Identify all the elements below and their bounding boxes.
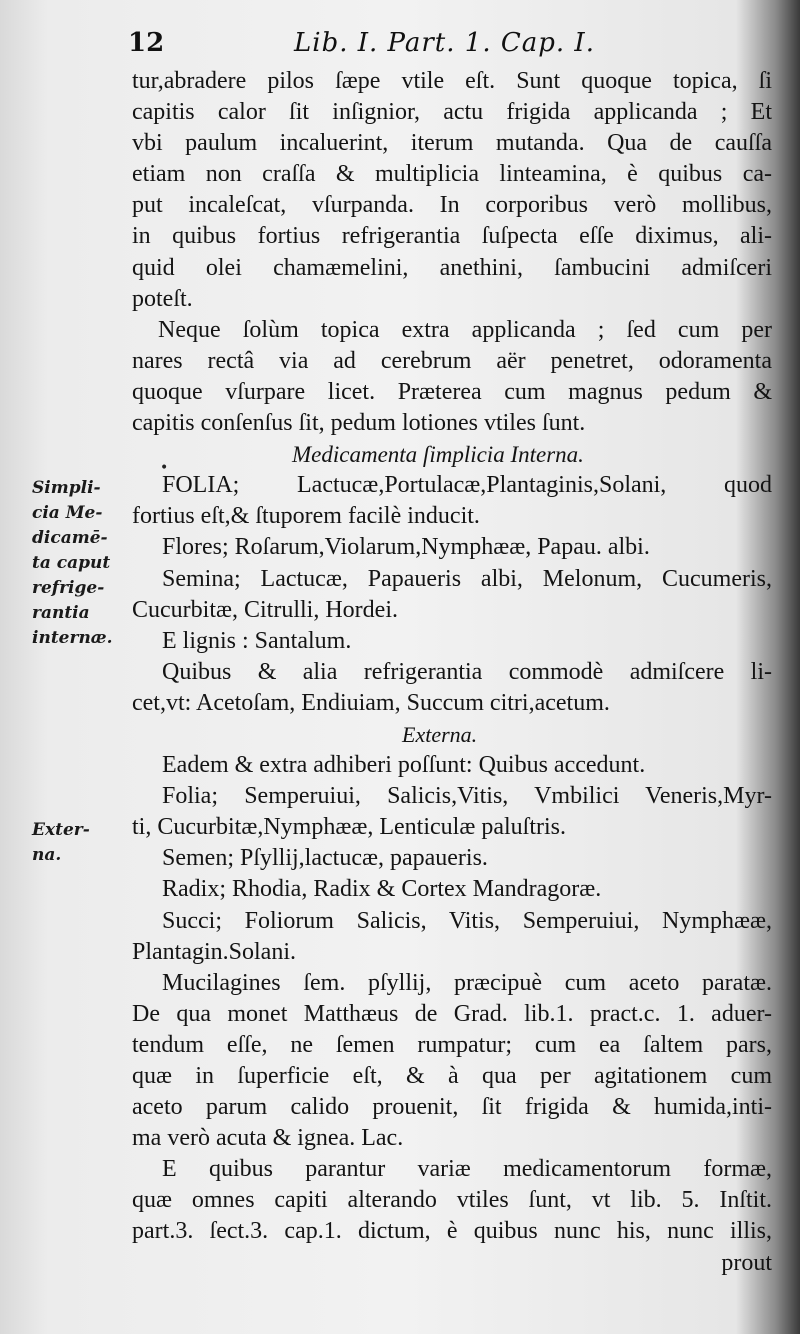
- bullet-mark: •: [160, 460, 169, 476]
- page-number: 12: [128, 28, 165, 58]
- margin-line: internæ.: [32, 628, 113, 648]
- text-line: fortius eſt,& ſtuporem facilè inducit.: [132, 503, 480, 530]
- text-line: aceto parum calido prouenit, ſit frigida & humida,inti-: [132, 1094, 772, 1121]
- text-line: Folia; Semperuiui, Salicis,Vitis, Vmbilici Veneris,Myr-: [162, 783, 772, 810]
- body-text: [132, 66, 772, 1279]
- margin-note-externa: [32, 818, 90, 868]
- margin-note-simplicia: [32, 476, 113, 651]
- running-head: [128, 28, 648, 64]
- text-line: cet,vt: Acetoſam, Endiuiam, Succum citri,acetum.: [132, 689, 610, 716]
- text-line: FOLIA; Lactucæ,Portulacæ,Plantaginis,Solani, quod: [162, 472, 772, 499]
- text-line: Succi; Foliorum Salicis, Vitis, Semperuiui, Nymphææ,: [162, 907, 772, 934]
- text-line: Neque ſolùm topica extra applicanda ; ſed cum per: [158, 316, 772, 343]
- text-line: Cucurbitæ, Citrulli, Hordei.: [132, 596, 398, 623]
- text-line: Eadem & extra adhiberi poſſunt: Quibus accedunt.: [162, 752, 646, 779]
- margin-line: cia Me-: [32, 503, 103, 523]
- text-line: quæ omnes capiti alterando vtiles ſunt, vt lib. 5. Inſtit.: [132, 1187, 772, 1214]
- text-line: poteſt.: [132, 285, 193, 312]
- text-line: Plantagin.Solani.: [132, 938, 296, 965]
- margin-line: ta caput: [32, 553, 111, 573]
- margin-line: Simpli-: [32, 478, 101, 498]
- margin-line: refrige-: [32, 578, 105, 598]
- text-line: tur,abradere pilos ſæpe vtile eſt. Sunt quoque topica, ſi: [132, 68, 772, 94]
- text-line: part.3. ſect.3. cap.1. dictum, è quibus nunc his, nunc illis,: [132, 1218, 772, 1245]
- section-heading-externa: Externa.: [402, 721, 478, 747]
- text-line: Flores; Roſarum,Violarum,Nymphææ, Papau. albi.: [162, 534, 650, 561]
- text-line: quoque vſurpare licet. Præterea cum magnus pedum &: [132, 378, 772, 405]
- section-heading-interna: Medicamenta ſimplicia Interna.: [292, 442, 584, 468]
- text-line: ma verò acuta & ignea. Lac.: [132, 1125, 404, 1152]
- margin-line: Exter-: [32, 820, 90, 840]
- text-line: tendum eſſe, ne ſemen rumpatur; cum ea ſaltem pars,: [132, 1031, 772, 1058]
- text-line: Mucilagines ſem. pſyllij, præcipuè cum aceto paratæ.: [162, 969, 772, 996]
- text-line: nares rectâ via ad cerebrum aër penetret, odoramenta: [132, 347, 772, 374]
- text-line: ti, Cucurbitæ,Nymphææ, Lenticulæ paluſtris.: [132, 814, 566, 841]
- text-line: Semina; Lactucæ, Papaueris albi, Melonum, Cucumeris,: [162, 565, 772, 592]
- text-line: Quibus & alia refrigerantia commodè admiſcere li-: [162, 658, 772, 685]
- text-line: De qua monet Matthæus de Grad. lib.1. pract.c. 1. aduer-: [132, 1000, 772, 1027]
- text-line: E lignis : Santalum.: [162, 627, 352, 654]
- catchword: prout: [721, 1249, 772, 1276]
- margin-line: na.: [32, 845, 62, 865]
- margin-line: dicamē-: [32, 528, 108, 548]
- text-line: E quibus parantur variæ medicamentorum formæ,: [162, 1156, 772, 1183]
- margin-line: rantia: [32, 603, 90, 623]
- text-line: vbi paulum incaluerint, iterum mutanda. Qua de cauſſa: [132, 130, 772, 157]
- text-line: quid olei chamæmelini, anethini, ſambucini admiſceri: [132, 254, 772, 281]
- text-line: capitis conſenſus ſit, pedum lotiones vtiles ſunt.: [132, 410, 586, 437]
- text-line: quæ in ſuperficie eſt, & à qua per agitationem cum: [132, 1063, 772, 1089]
- running-title: Lib. I. Part. 1. Cap. I.: [294, 28, 595, 58]
- text-line: capitis calor ſit inſignior, actu frigida applicanda ; Et: [132, 99, 772, 126]
- text-line: put incaleſcat, vſurpanda. In corporibus verò mollibus,: [132, 192, 772, 219]
- text-line: Semen; Pſyllij,lactucæ, papaueris.: [162, 845, 488, 872]
- text-line: in quibus fortius refrigerantia ſuſpecta eſſe diximus, ali-: [132, 223, 772, 250]
- text-line: etiam non craſſa & multiplicia linteamina, è quibus ca-: [132, 161, 772, 188]
- text-line: Radix; Rhodia, Radix & Cortex Mandragoræ.: [162, 876, 602, 903]
